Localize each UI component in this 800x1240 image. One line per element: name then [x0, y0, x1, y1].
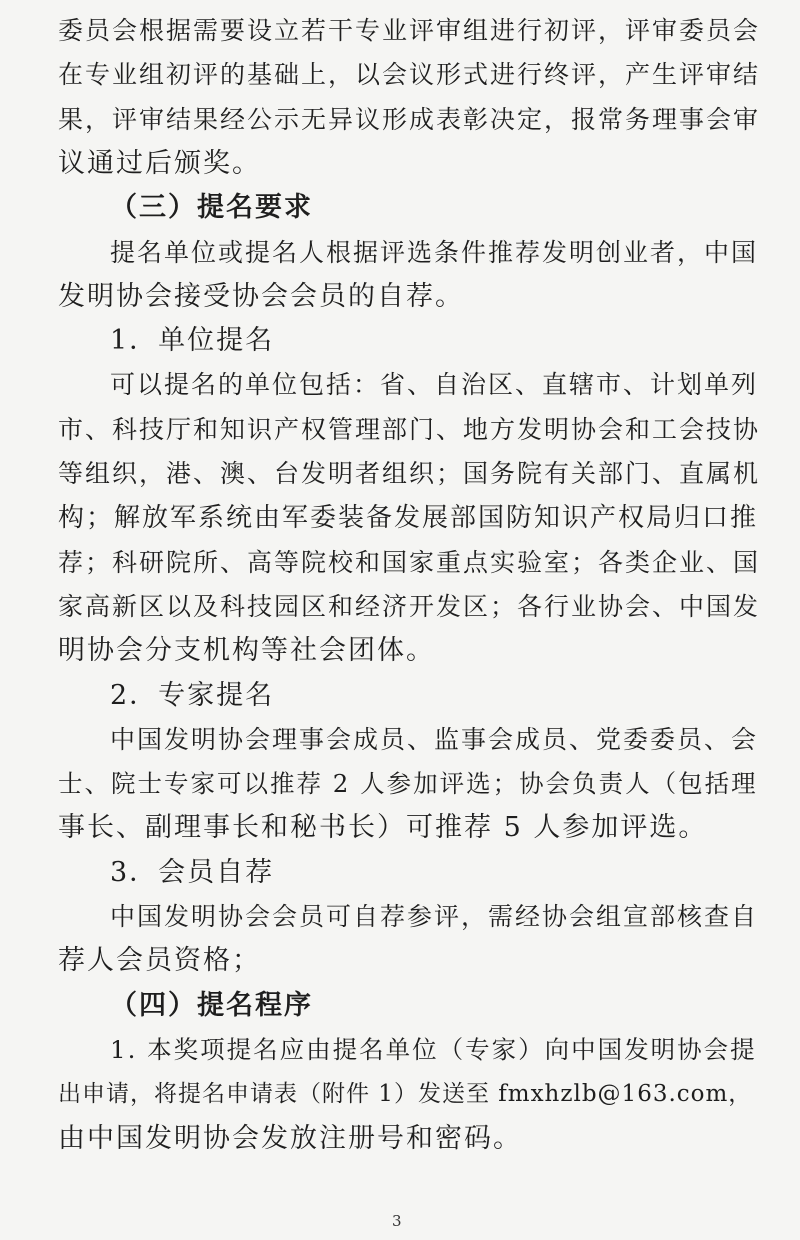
text-line: 可以提名的单位包括：省、自治区、直辖市、计划单列 — [110, 370, 759, 400]
text-line: 荐；科研院所、高等院校和国家重点实验室；各类企业、国 — [58, 547, 761, 577]
text-line: 家高新区以及科技园区和经济开发区；各行业协会、中国发 — [58, 591, 761, 621]
text-line: 在专业组初评的基础上，以会议形式进行终评，产生评审结 — [58, 60, 761, 90]
section-heading: （三）提名要求 — [110, 192, 313, 224]
text-line: 构；解放军系统由军委装备发展部国防知识产权局归口推 — [58, 503, 759, 534]
text-line: 提名单位或提名人根据评选条件推荐发明创业者，中国 — [110, 237, 759, 267]
text-line: 1. 本奖项提名应由提名单位（专家）向中国发明协会提 — [110, 1034, 757, 1064]
text-line: 由中国发明协会发放注册号和密码。 — [58, 1122, 522, 1154]
subsection-heading: 3．会员自荐 — [110, 856, 275, 888]
text-line: 出申请，将提名申请表（附件 1）发送至 fmxhzlb@163.com， — [58, 1081, 753, 1108]
text-line: 委员会根据需要设立若干专业评审组进行初评，评审委员会 — [58, 16, 761, 45]
subsection-heading: 1．单位提名 — [110, 325, 275, 357]
text-line: 果，评审结果经公示无异议形成表彰决定，报常务理事会审 — [58, 104, 761, 134]
text-line: 中国发明协会理事会成员、监事会成员、党委委员、会 — [110, 724, 759, 754]
text-line: 明协会分支机构等社会团体。 — [58, 635, 435, 667]
text-line: 荐人会员资格； — [58, 945, 261, 977]
text-line: 等组织，港、澳、台发明者组织；国务院有关部门、直属机 — [58, 459, 761, 488]
text-line: 市、科技厅和知识产权管理部门、地方发明协会和工会技协 — [58, 414, 761, 444]
subsection-heading: 2．专家提名 — [110, 679, 275, 711]
section-heading: （四）提名程序 — [110, 989, 313, 1021]
text-line: 士、院士专家可以推荐 2 人参加评选；协会负责人（包括理 — [58, 769, 758, 799]
text-line: 中国发明协会会员可自荐参评，需经协会组宣部核查自 — [110, 902, 759, 931]
text-line: 事长、副理事长和秘书长）可推荐 5 人参加评选。 — [58, 812, 708, 844]
text-line: 议通过后颁奖。 — [58, 147, 261, 179]
text-line: 发明协会接受协会会员的自荐。 — [58, 280, 464, 312]
page-number: 3 — [392, 1212, 402, 1230]
